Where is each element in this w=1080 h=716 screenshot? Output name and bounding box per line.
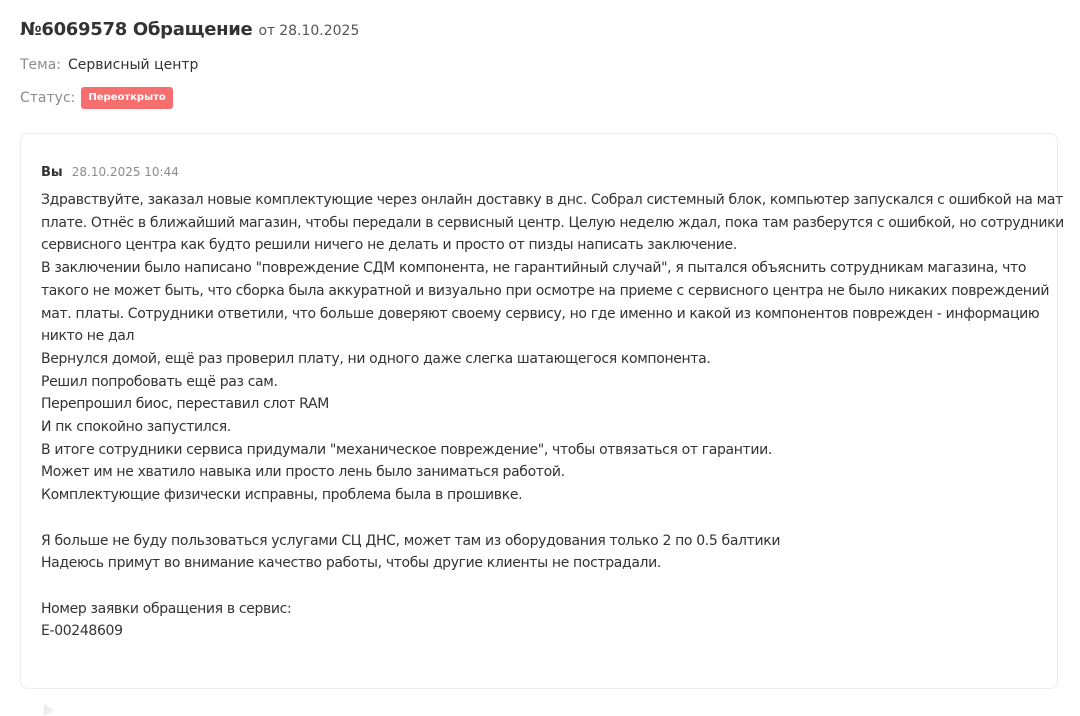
- message-line: В итоге сотрудники сервиса придумали "механическое повреждение", чтобы отвязаться от гарантии.: [41, 441, 772, 458]
- message-line: И пк спокойно запустился.: [41, 419, 231, 436]
- message-line: Здравствуйте, заказал новые комплектующие через онлайн доставку в днс. Собрал системный блок, компьютер запускался с ошибкой на мат: [41, 192, 1063, 208]
- status-row: [20, 87, 173, 109]
- message-line: никто не дал: [41, 328, 135, 345]
- message-line: [41, 575, 1041, 598]
- page-title: №6069578 Обращение: [20, 19, 253, 40]
- message-line: мат. платы. Сотрудники ответили, что больше доверяют своему сервису, но где именно и какой из компонентов поврежден - информацию: [41, 305, 1040, 322]
- message-body: [41, 189, 1064, 643]
- title-row: [20, 19, 359, 40]
- message-header: [41, 161, 179, 180]
- message-timestamp: 28.10.2025 10:44: [71, 165, 179, 179]
- message-line: Комплектующие физически исправны, проблема была в прошивке.: [41, 487, 523, 504]
- ticket-header: [20, 19, 359, 40]
- message-line: [41, 507, 1041, 530]
- message-line: Я больше не буду пользоваться услугами СЦ ДНС, может там из оборудования только 2 по 0.5 балтики: [41, 532, 781, 549]
- message-line: В заключении было написано "повреждение СДМ компонента, не гарантийный случай", я пытался объяснить сотрудникам магазина, что: [41, 260, 1027, 277]
- message-line: Номер заявки обращения в сервис:: [41, 600, 292, 617]
- topic-row: [20, 57, 198, 73]
- message-line: E-00248609: [41, 623, 123, 640]
- ticket-date: 28.10.2025: [279, 23, 360, 39]
- message-card: [20, 133, 1064, 689]
- topic-value: Сервисный центр: [68, 57, 199, 73]
- expand-arrow-icon[interactable]: [44, 704, 54, 716]
- message-line: сервисного центра как будто решили ничего не делать и просто от пизды написать заключение.: [41, 237, 737, 254]
- status-label: Статус:: [20, 90, 76, 106]
- message-line: такого не может быть, что сборка была аккуратной и визуально при осмотре на приеме с сервисного центра не было никаких повреждений: [41, 282, 1050, 299]
- message-line: плате. Отнёс в ближайший магазин, чтобы передали в сервисный центр. Целую неделю ждал, пока там разберутся с ошибкой, но сотрудники: [41, 214, 1064, 231]
- status-badge: Переоткрыто: [81, 87, 172, 109]
- message-line: Вернулся домой, ещё раз проверил плату, ни одного даже слегка шатающегося компонента.: [41, 350, 711, 367]
- message-line: Решил попробовать ещё раз сам.: [41, 373, 278, 390]
- message-author: Вы: [41, 165, 63, 180]
- date-prefix: от: [258, 23, 276, 39]
- message-line: Перепрошил биос, переставил слот RAM: [41, 396, 329, 413]
- topic-label: Тема:: [20, 57, 62, 73]
- message-line: Надеюсь примут во внимание качество работы, чтобы другие клиенты не пострадали.: [41, 555, 662, 572]
- message-line: Может им не хватило навыка или просто лень было заниматься работой.: [41, 464, 565, 481]
